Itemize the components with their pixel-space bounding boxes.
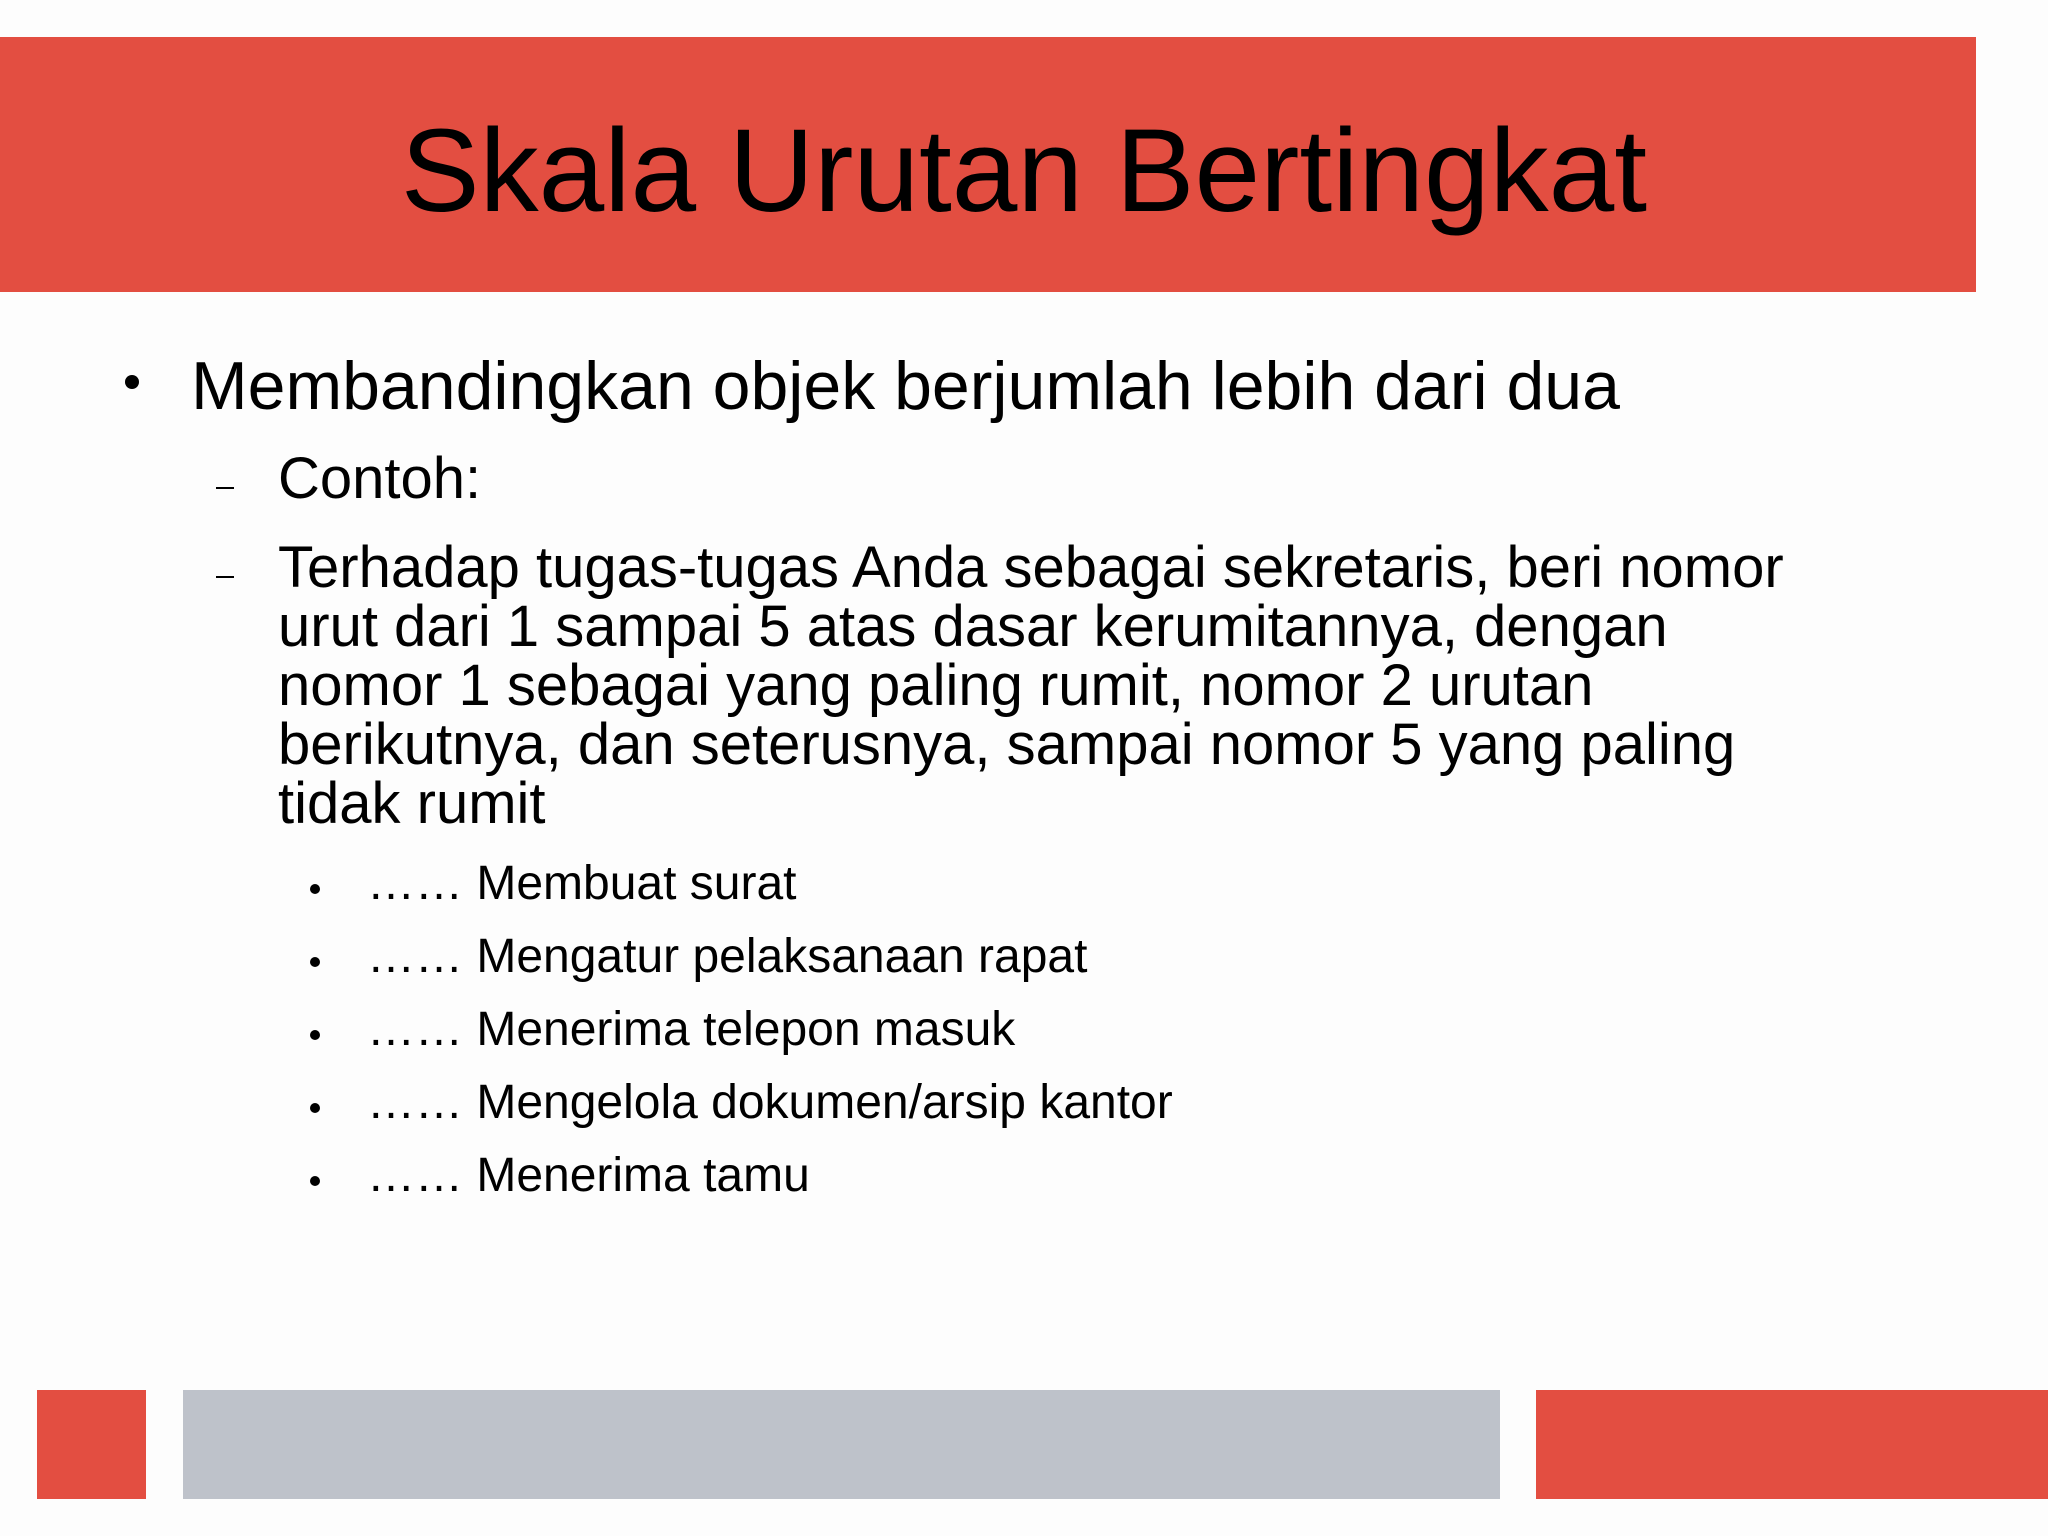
bullet-dot-icon — [310, 1030, 320, 1040]
sub-item-instruction — [278, 535, 1938, 836]
list-item — [0, 854, 1600, 914]
instruction-line: Terhadap tugas-tugas Anda sebagai sekretaris, beri nomor — [278, 535, 1784, 600]
footer-gray-bar — [183, 1390, 1500, 1499]
task-text: …… Menerima tamu — [367, 1149, 810, 1202]
task-text: …… Membuat surat — [367, 857, 797, 910]
bullet-dot-icon — [310, 1176, 320, 1186]
bullet-dot-icon — [310, 957, 320, 967]
sub-item-contoh: Contoh: — [278, 446, 482, 511]
task-text: …… Mengatur pelaksanaan rapat — [367, 930, 1088, 983]
instruction-line: nomor 1 sebagai yang paling rumit, nomor 2 urutan — [278, 653, 1594, 718]
list-item — [0, 1000, 1600, 1060]
dash-bullet-icon — [216, 576, 234, 578]
footer-red-bar — [1536, 1390, 2048, 1499]
instruction-line: berikutnya, dan seterusnya, sampai nomor 5 yang paling — [278, 712, 1736, 777]
list-item — [0, 927, 1600, 987]
bullet-dot-icon — [310, 884, 320, 894]
slide-title: Skala Urutan Bertingkat — [400, 104, 1648, 237]
instruction-line: tidak rumit — [278, 771, 546, 836]
list-item — [0, 1073, 1600, 1133]
main-bullet-text: Membandingkan objek berjumlah lebih dari dua — [191, 348, 1620, 424]
dash-bullet-icon — [216, 487, 234, 489]
instruction-line: urut dari 1 sampai 5 atas dasar kerumitannya, dengan — [278, 594, 1668, 659]
task-text: …… Menerima telepon masuk — [367, 1003, 1016, 1056]
bullet-dot-icon — [310, 1103, 320, 1113]
footer-red-square — [37, 1390, 146, 1499]
task-text: …… Mengelola dokumen/arsip kantor — [367, 1076, 1173, 1129]
bullet-dot-icon — [125, 375, 139, 389]
list-item — [0, 1146, 1600, 1206]
